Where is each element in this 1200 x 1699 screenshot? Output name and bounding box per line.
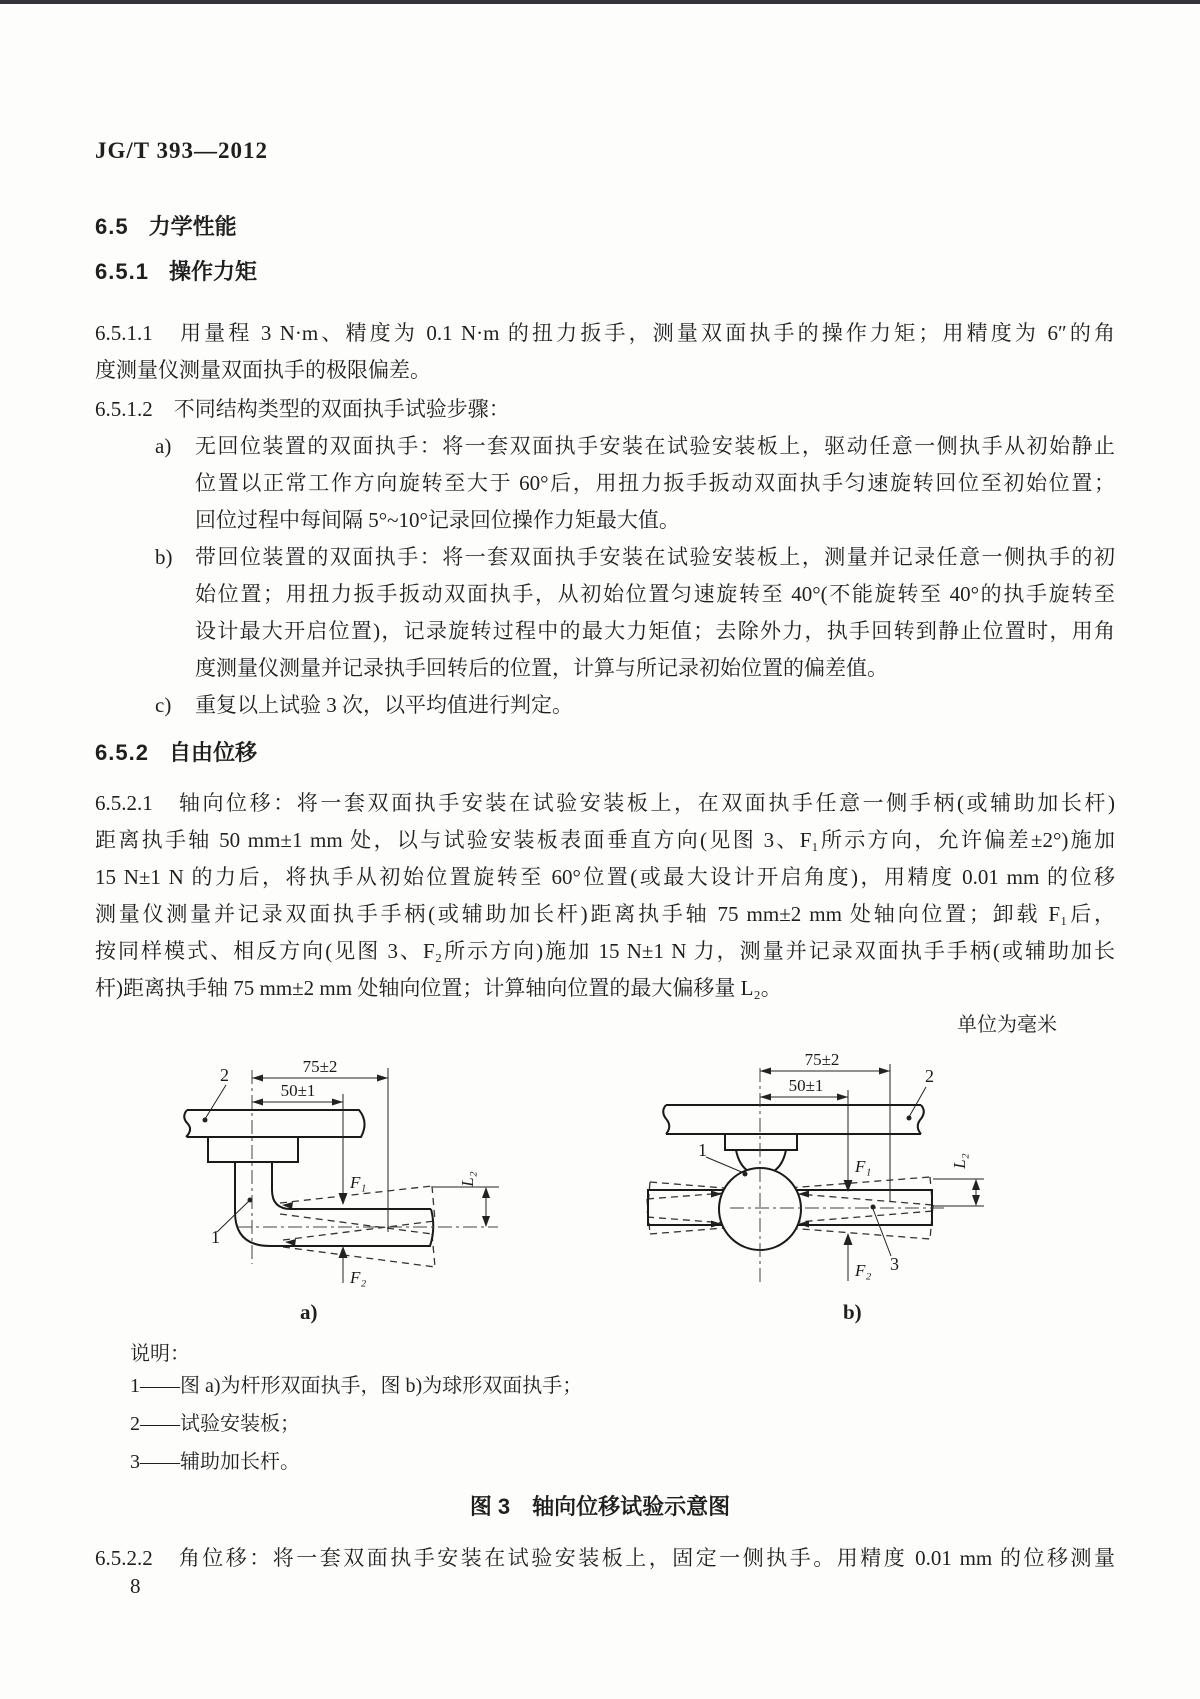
page-number: 8 xyxy=(130,1574,141,1598)
text-line: 回位过程中每间隔 5°~10°记录回位操作力矩最大值。 xyxy=(195,508,680,532)
text-line: 6.5.1.1 用量程 3 N·m、精度为 0.1 N·m 的扭力扳手，测量双面执手的操作力矩；用精度为 6″的角 xyxy=(95,321,1115,345)
part-2-label: 2 xyxy=(220,1065,229,1085)
paragraph-6-5-1-1 xyxy=(95,315,1115,389)
text-line: 度测量仪测量并记录执手回转后的位置，计算与所记录初始位置的偏差值。 xyxy=(195,656,888,680)
unit-note: 单位为毫米 xyxy=(957,1014,1057,1036)
legend-item: 2——试验安装板； xyxy=(130,1413,300,1435)
dim-75-label: 75±2 xyxy=(804,1050,840,1069)
standard-number: JG/T 393—2012 xyxy=(95,138,268,163)
list-item-c xyxy=(155,687,1115,724)
dim-75-label: 75±2 xyxy=(302,1057,338,1076)
section-6-5-heading xyxy=(95,210,237,241)
section-6-5-1-heading xyxy=(95,255,257,286)
text-line: 距离执手轴 50 mm±1 mm 处，以与试验安装板表面垂直方向(见图 3、F₁所示方向，允许偏差±2°)施加 xyxy=(95,828,1115,852)
text-line: 位置以正常工作方向旋转至大于 60°后，用扭力扳手扳动双面执手匀速旋转回位至初始位置； xyxy=(195,471,1115,495)
text-line: 6.5.2.2 角位移：将一套双面执手安装在试验安装板上，固定一侧执手。用精度 0.01 mm 的位移测量 xyxy=(95,1546,1115,1570)
dim-50-label: 50±1 xyxy=(280,1081,316,1100)
text-line: 带回位装置的双面执手：将一套双面执手安装在试验安装板上，测量并记录任意一侧执手的初 xyxy=(195,545,1115,569)
section-number: 6.5 xyxy=(95,214,129,239)
legend-item: 3——辅助加长杆。 xyxy=(130,1451,300,1473)
scan-edge-artifact xyxy=(0,0,1200,4)
text-line: 无回位装置的双面执手：将一套双面执手安装在试验安装板上，驱动任意一侧执手从初始静止 xyxy=(195,434,1115,458)
text-line: 测量仪测量并记录双面执手手柄(或辅助加长杆)距离执手轴 75 mm±2 mm 处轴向位置；卸载 F₁后， xyxy=(95,902,1115,926)
dimension-arrowheads xyxy=(203,1075,491,1259)
text-line: 按同样模式、相反方向(见图 3、F₂所示方向)施加 15 N±1 N 力，测量并记录双面执手手柄(或辅助加长 xyxy=(95,939,1115,963)
list-label: b) xyxy=(155,545,173,569)
section-title: 力学性能 xyxy=(148,214,237,239)
part-1-label: 1 xyxy=(698,1140,707,1160)
subfigure-a-label: a) xyxy=(300,1300,318,1324)
subfigure-b-label: b) xyxy=(843,1300,862,1324)
section-title: 自由位移 xyxy=(168,740,257,765)
legend-item: 1——图 a)为杆形双面执手，图 b)为球形双面执手； xyxy=(130,1375,583,1397)
list-item-a xyxy=(155,428,1115,539)
part-2-label: 2 xyxy=(925,1066,934,1086)
dim-50-label: 50±1 xyxy=(788,1076,824,1095)
text-line: 杆)距离执手轴 75 mm±2 mm 处轴向位置；计算轴向位置的最大偏移量 L₂。 xyxy=(95,976,782,1000)
text-line: 6.5.2.1 轴向位移：将一套双面执手安装在试验安装板上，在双面执手任意一侧手柄(或辅助加长杆) xyxy=(95,791,1115,815)
center-lines xyxy=(238,1070,498,1264)
figure-b-diagram xyxy=(570,1040,990,1300)
text-line: 15 N±1 N 的力后，将执手从初始位置旋转至 60°位置(或最大设计开启角度)，用精度 0.01 mm 的位移 xyxy=(95,865,1115,889)
section-number: 6.5.1 xyxy=(95,259,149,284)
section-title: 操作力矩 xyxy=(168,259,257,284)
part-3-label: 3 xyxy=(890,1254,899,1274)
part-1-label: 1 xyxy=(211,1227,220,1247)
l2-label: L₂ xyxy=(458,1171,477,1187)
text-line: 始位置；用扭力扳手扳动双面执手，从初始位置匀速旋转至 40°(不能旋转至 40°的执手旋转至 xyxy=(195,582,1115,606)
legend-title: 说明： xyxy=(130,1343,190,1365)
force-f2-label: F₂ xyxy=(350,1268,367,1287)
l2-label: L₂ xyxy=(950,1153,969,1169)
force-f1-label: F₁ xyxy=(350,1173,367,1192)
figure-caption: 图 3 轴向位移试验示意图 xyxy=(469,1494,731,1519)
section-number: 6.5.2 xyxy=(95,740,149,765)
list-item-b xyxy=(155,539,1115,687)
paragraph-6-5-2-1 xyxy=(95,785,1115,1007)
force-f1-label: F₁ xyxy=(855,1157,872,1176)
text-line: 度测量仪测量双面执手的极限偏差。 xyxy=(95,358,431,382)
section-6-5-2-heading xyxy=(95,736,257,767)
list-label: a) xyxy=(155,434,172,458)
text-line: 6.5.1.2 不同结构类型的双面执手试验步骤： xyxy=(95,397,510,421)
list-label: c) xyxy=(155,693,172,717)
figure-a-diagram xyxy=(130,1040,550,1300)
force-f2-label: F₂ xyxy=(855,1261,872,1280)
text-line: 重复以上试验 3 次，以平均值进行判定。 xyxy=(195,693,573,717)
figure-legend xyxy=(130,1367,582,1481)
paragraph-6-5-2-2 xyxy=(95,1540,1115,1577)
paragraph-6-5-1-2 xyxy=(95,391,1115,428)
text-line: 设计最大开启位置)，记录旋转过程中的最大力矩值；去除外力，执手回转到静止位置时，用角 xyxy=(195,619,1115,643)
